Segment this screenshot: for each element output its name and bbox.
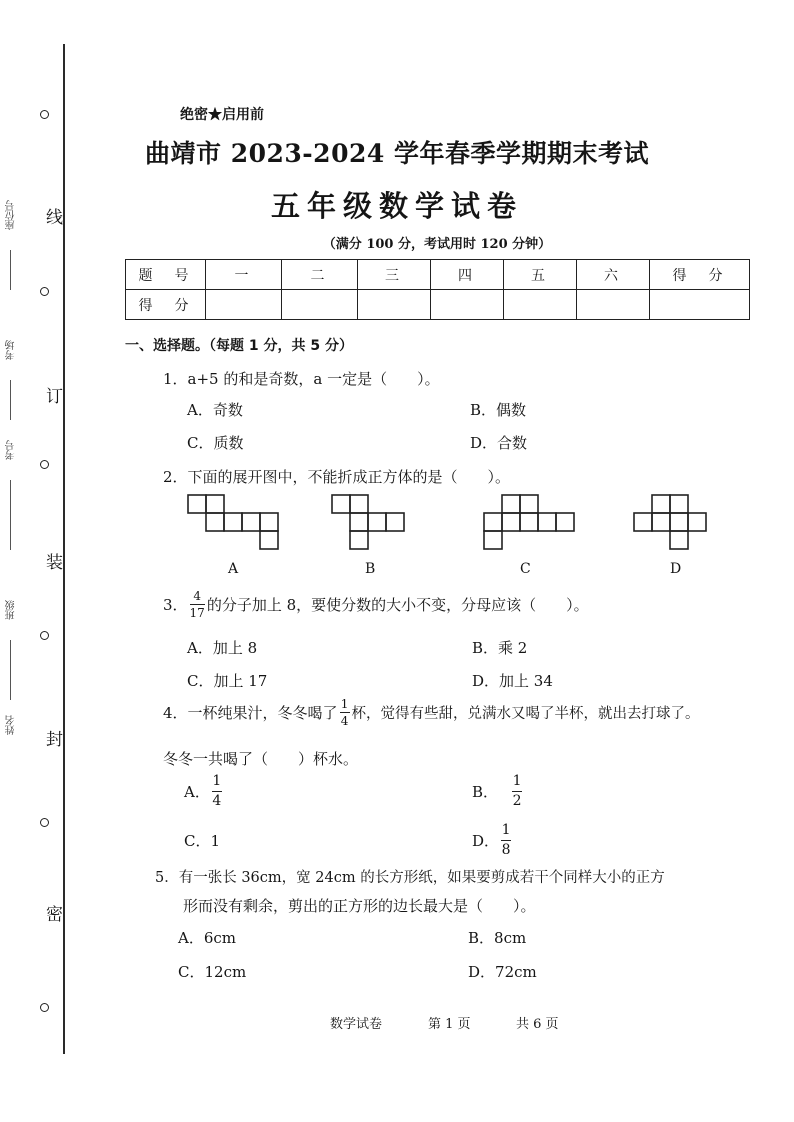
- exam-subtitle: 五年级数学试卷: [270, 189, 523, 223]
- q3-option-c[interactable]: C．加上 17: [187, 672, 268, 690]
- binding-char-zhuang: 装: [42, 553, 62, 570]
- score-table-score-row: [126, 290, 750, 320]
- binding-circle: [40, 631, 49, 640]
- q3-text: 的分子加上 8，要使分数的大小不变，分母应该（ ）。: [206, 596, 589, 614]
- score-table-cell: 三: [358, 260, 431, 290]
- q1-option-a[interactable]: A．奇数: [187, 401, 243, 419]
- score-info: （满分 100 分，考试用时 120 分钟）: [322, 237, 552, 252]
- score-table-cell: 得 分: [126, 290, 206, 320]
- q4-option-b[interactable]: [472, 773, 524, 810]
- q4-fraction-numerator: 1: [340, 697, 349, 711]
- score-table-cell: 六: [577, 260, 650, 290]
- question-5-line2: 形而没有剩余，剪出的正方形的边长最大是（ ）。: [183, 897, 536, 915]
- q4-option-d-fraction: [501, 822, 511, 859]
- score-table-cell: 四: [431, 260, 504, 290]
- cube-net-label-c: C: [520, 561, 531, 577]
- binding-circle: [40, 1003, 49, 1012]
- score-input-cell[interactable]: [206, 290, 282, 320]
- footer-subject: 数学试卷: [330, 1017, 383, 1032]
- cube-net-label-b: B: [365, 561, 376, 577]
- question-5: 5．有一张长 36cm，宽 24cm 的长方形纸，如果要剪成若干个同样大小的正方: [155, 870, 665, 886]
- q5-option-c[interactable]: C．12cm: [178, 963, 247, 981]
- cube-net-b[interactable]: [332, 495, 404, 549]
- score-table-header-row: [126, 260, 750, 290]
- binding-circle: [40, 287, 49, 296]
- fraction-bar: [212, 791, 222, 792]
- secret-mark: 绝密★启用前: [180, 107, 264, 123]
- score-input-cell[interactable]: [282, 290, 358, 320]
- exam-room-label: 考场: [6, 340, 17, 360]
- question-1: 1．a+5 的和是奇数，a 一定是（ ）。: [163, 370, 440, 388]
- score-input-cell[interactable]: [504, 290, 577, 320]
- q3-option-b[interactable]: B．乘 2: [472, 639, 528, 657]
- score-table-cell: 得 分: [650, 260, 750, 290]
- fill-in-line: [10, 380, 11, 420]
- section-heading: 一、选择题。（每题 1 分，共 5 分）: [125, 338, 353, 354]
- q5-option-b[interactable]: B．8cm: [468, 929, 527, 947]
- cube-net-c[interactable]: [484, 495, 574, 549]
- footer-page-number: 第 1 页: [428, 1017, 471, 1032]
- score-table-cell: 五: [504, 260, 577, 290]
- question-4-line2: 冬冬一共喝了（ ）杯水。: [163, 750, 359, 768]
- exam-title: 曲靖市 2023-2024 学年春季学期期末考试: [145, 139, 649, 168]
- question-3: [163, 589, 589, 620]
- q4-option-a-label: A．: [184, 783, 210, 801]
- q4-text-before: 4．一杯纯果汁，冬冬喝了: [163, 704, 338, 722]
- q4-option-b-label: B．: [472, 783, 499, 801]
- q1-option-c[interactable]: C．质数: [187, 434, 244, 452]
- cube-net-label-a: A: [228, 561, 239, 577]
- fraction-denominator: 4: [212, 793, 222, 809]
- fraction-bar: [512, 791, 522, 792]
- q5-option-d[interactable]: D．72cm: [468, 963, 537, 981]
- binding-char-ding: 订: [42, 387, 62, 404]
- fill-in-line: [10, 250, 11, 290]
- fraction-numerator: 1: [501, 822, 511, 838]
- cube-net-figures: [180, 490, 740, 552]
- q3-fraction-denominator: 17: [189, 606, 205, 620]
- binding-char-mi: 密: [42, 905, 62, 922]
- fraction-numerator: 1: [212, 773, 222, 789]
- binding-char-xian: 线: [42, 208, 62, 225]
- score-table-cell: 二: [282, 260, 358, 290]
- footer-total-pages: 共 6 页: [516, 1017, 559, 1032]
- binding-char-feng: 封: [42, 730, 62, 747]
- cube-net-a[interactable]: [188, 495, 278, 549]
- q3-option-d[interactable]: D．加上 34: [472, 672, 553, 690]
- binding-circle: [40, 818, 49, 827]
- score-input-cell[interactable]: [577, 290, 650, 320]
- name-label: 姓名: [6, 715, 17, 735]
- binding-circle: [40, 460, 49, 469]
- q1-option-b[interactable]: B．偶数: [470, 401, 527, 419]
- score-table-cell: 题 号: [126, 260, 206, 290]
- q4-fraction-denominator: 4: [340, 714, 349, 728]
- q4-option-b-fraction: [512, 773, 522, 810]
- question-2: 2．下面的展开图中，不能折成正方体的是（ ）。: [163, 468, 511, 486]
- class-label: 班级: [6, 600, 17, 620]
- q1-option-d[interactable]: D．合数: [470, 434, 528, 452]
- fraction-bar: [340, 712, 350, 713]
- cube-net-d[interactable]: [634, 495, 706, 549]
- score-table: [125, 259, 750, 320]
- score-input-cell[interactable]: [358, 290, 431, 320]
- fill-in-line: [10, 480, 11, 550]
- q4-option-a-fraction: [212, 773, 222, 810]
- fraction-bar: [190, 604, 205, 605]
- q4-fraction: [340, 697, 350, 728]
- q4-option-a[interactable]: [184, 773, 224, 810]
- cube-net-label-d: D: [670, 561, 682, 577]
- question-4: [163, 697, 700, 728]
- fraction-denominator: 8: [501, 842, 511, 858]
- q4-option-c[interactable]: C．1: [184, 832, 221, 850]
- score-table-cell: 一: [206, 260, 282, 290]
- q4-option-d-label: D．: [472, 832, 500, 850]
- q3-option-a[interactable]: A．加上 8: [187, 639, 258, 657]
- exam-number-label: 考号: [6, 440, 17, 460]
- fill-in-line: [10, 640, 11, 700]
- q4-option-d[interactable]: [472, 822, 513, 859]
- q3-number: 3．: [163, 596, 188, 614]
- fraction-bar: [501, 840, 511, 841]
- q4-text-after: 杯，觉得有些甜，兑满水又喝了半杯，就出去打球了。: [351, 706, 700, 722]
- fraction-denominator: 2: [512, 793, 522, 809]
- q3-fraction: [190, 589, 205, 620]
- score-input-cell[interactable]: [650, 290, 750, 320]
- score-input-cell[interactable]: [431, 290, 504, 320]
- q3-fraction-numerator: 4: [193, 589, 201, 603]
- binding-circle: [40, 110, 49, 119]
- fraction-numerator: 1: [512, 773, 522, 789]
- seat-number-label: 座位号: [6, 200, 17, 230]
- q5-option-a[interactable]: A．6cm: [178, 929, 237, 947]
